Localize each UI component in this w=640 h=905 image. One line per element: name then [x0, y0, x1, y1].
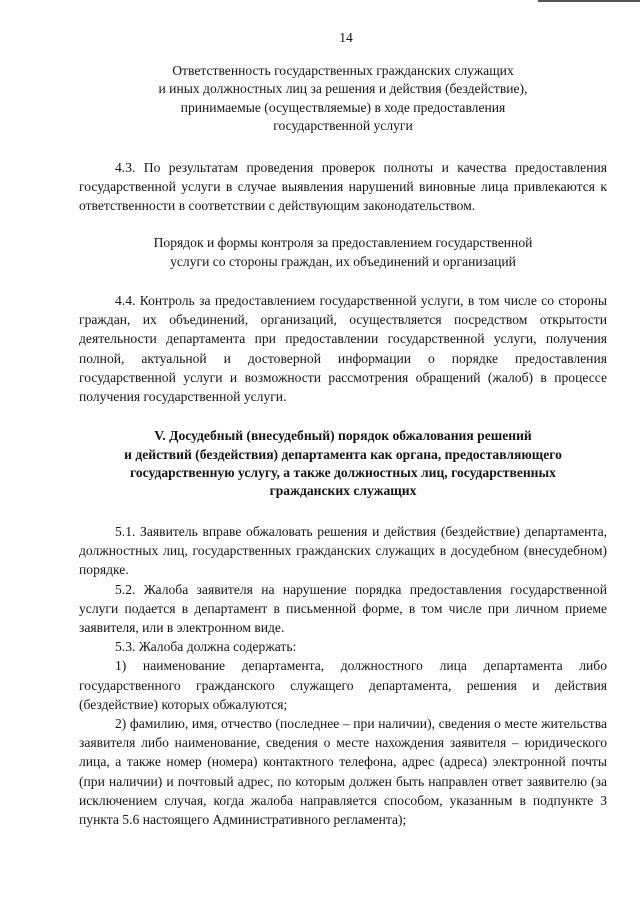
heading-line: услуги со стороны граждан, их объединений и организаций — [170, 253, 516, 269]
document-page — [79, 30, 607, 829]
paragraph-4-4: 4.4. Контроль за предоставлением государственной услуги, в том числе со стороны граждан, их объединений, организаций, осуществляется посредством открытости деятельности департамента при предоставлении государственной услуги, получения полной, актуальной и достоверной информации о порядке предоставления государственной услуги и возможности рассмотрения обращений (жалоб) в процессе получения государственной услуги. — [79, 293, 607, 405]
section-5-appeal-heading — [79, 427, 607, 501]
list-item-2: 2) фамилию, имя, отчество (последнее – при наличии), сведения о месте жительства заявителя либо наименование, сведения о месте нахождения заявителя – юридического лица, а также номер (номера) контактного телефона, адрес (адреса) электронной почты (при наличии) и почтовый адрес, по которым должен быть направлен ответ заявителю (за исключением случая, когда жалоба направляется способом, указанным в подпункте 3 пункта 5.6 настоящего Административного регламента); — [79, 715, 607, 827]
heading-line: Ответственность государственных гражданских служащих — [172, 63, 514, 78]
list-item-1: 1) наименование департамента, должностного лица департамента либо государственного гражданского служащего департамента, решения и действия (бездействие) которых обжалуются; — [79, 658, 607, 712]
heading-line: и действий (бездействия) департамента как органа, предоставляющего — [124, 446, 562, 462]
page-number: 14 — [339, 30, 353, 45]
heading-line: и иных должностных лиц за решения и действия (бездействие), — [158, 81, 528, 97]
heading-line: гражданских служащих — [269, 483, 417, 499]
paragraph-5-3: 5.3. Жалоба должна содержать: — [115, 639, 297, 655]
heading-line: V. Досудебный (внесудебный) порядок обжалования решений — [154, 428, 532, 444]
section-4-responsibility-heading — [79, 62, 607, 136]
heading-line: государственной услуги — [273, 118, 413, 134]
paragraph-5-1: 5.1. Заявитель вправе обжаловать решения и действия (бездействие) департамента, должностных лиц, государственных гражданских служащих в досудебном (внесудебном) порядке. — [79, 523, 607, 578]
heading-line: государственную услугу, а также должностных лиц, государственных — [130, 465, 556, 481]
heading-line: Порядок и формы контроля за предоставлением государственной — [153, 235, 533, 251]
heading-line: принимаемые (осуществляемые) в ходе предоставления — [180, 99, 506, 115]
control-forms-heading — [79, 234, 607, 271]
paragraph-5-2: 5.2. Жалоба заявителя на нарушение порядка предоставления государственной услуги подается в департамент в письменной форме, в том числе при личном приеме заявителя, или в электронном виде. — [79, 581, 607, 635]
top-right-border-mark — [538, 0, 640, 2]
paragraph-4-3: 4.3. По результатам проведения проверок полноты и качества предоставления государственной услуги в случае выявления нарушений виновные лица привлекаются к ответственности в соответствии с действующим законодательством. — [79, 159, 607, 214]
